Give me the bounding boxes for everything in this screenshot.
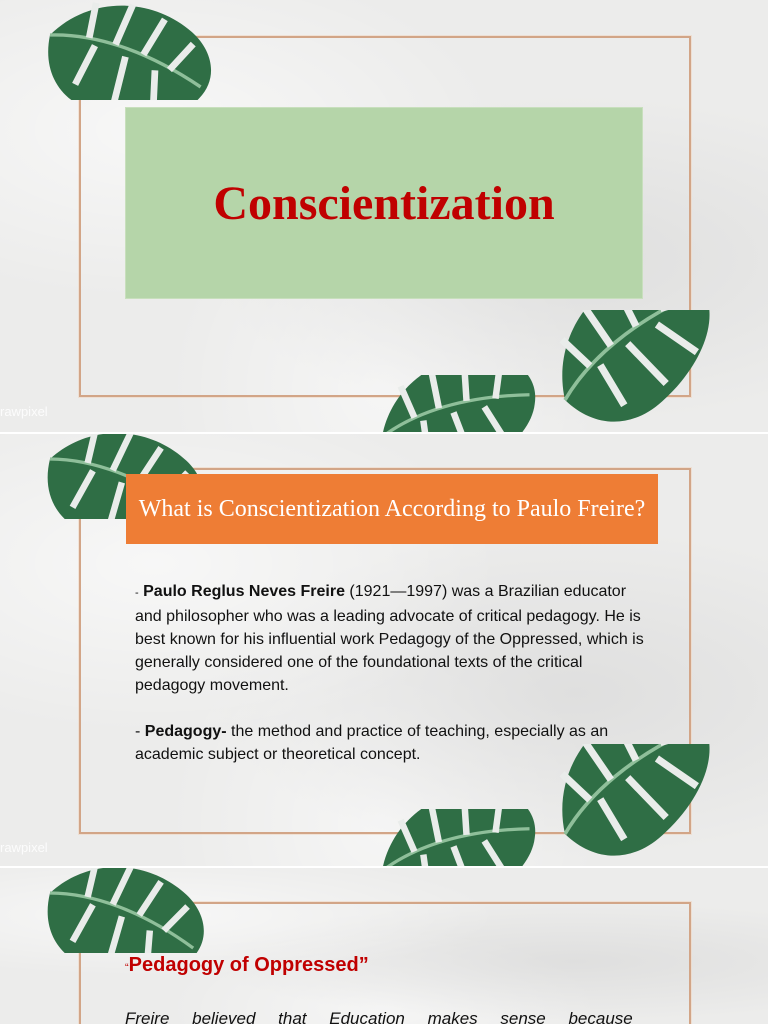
title-box bbox=[125, 107, 643, 299]
monstera-leaf-icon bbox=[372, 375, 552, 432]
bullet-dash: - bbox=[135, 723, 145, 740]
watermark: rawpixel bbox=[0, 840, 48, 855]
monstera-leaf-icon bbox=[372, 809, 552, 866]
slide-pedagogy-of-oppressed bbox=[0, 868, 768, 1024]
paragraph-freire bbox=[135, 580, 655, 697]
bold-term: Paulo Reglus Neves Freire bbox=[143, 583, 345, 600]
monstera-leaf-icon bbox=[30, 0, 230, 100]
slide-title-text: Conscientization bbox=[213, 176, 555, 230]
body-text: Freire believed that Education makes sense because bbox=[125, 1009, 633, 1024]
heading-box bbox=[126, 474, 658, 544]
open-quote: “ bbox=[125, 962, 129, 974]
slide-title bbox=[0, 0, 768, 432]
watermark: rawpixel bbox=[0, 404, 48, 419]
slide-heading bbox=[125, 954, 369, 977]
paragraph-pedagogy bbox=[135, 720, 655, 766]
heading-text: Pedagogy of Oppressed” bbox=[128, 954, 369, 976]
monstera-leaf-icon bbox=[555, 310, 755, 432]
paragraph-text: the method and practice of teaching, especially as an academic subject or theoretical concept. bbox=[135, 723, 609, 763]
monstera-leaf-icon bbox=[32, 868, 222, 953]
paragraph-text: (1921—1997) was a Brazilian educator and philosopher who was a leading advocate of critical pedagogy. He is best known for his influential work Pedagogy of the Oppressed, which is generally considered one of the foundational texts of the critical pedagogy movement. bbox=[135, 583, 644, 694]
slide-definition bbox=[0, 434, 768, 866]
bold-term: Pedagogy- bbox=[144, 723, 227, 740]
slide-heading: What is Conscientization According to Paulo Freire? bbox=[138, 495, 646, 522]
body-text bbox=[135, 580, 655, 789]
bullet-dash: - bbox=[135, 587, 139, 599]
